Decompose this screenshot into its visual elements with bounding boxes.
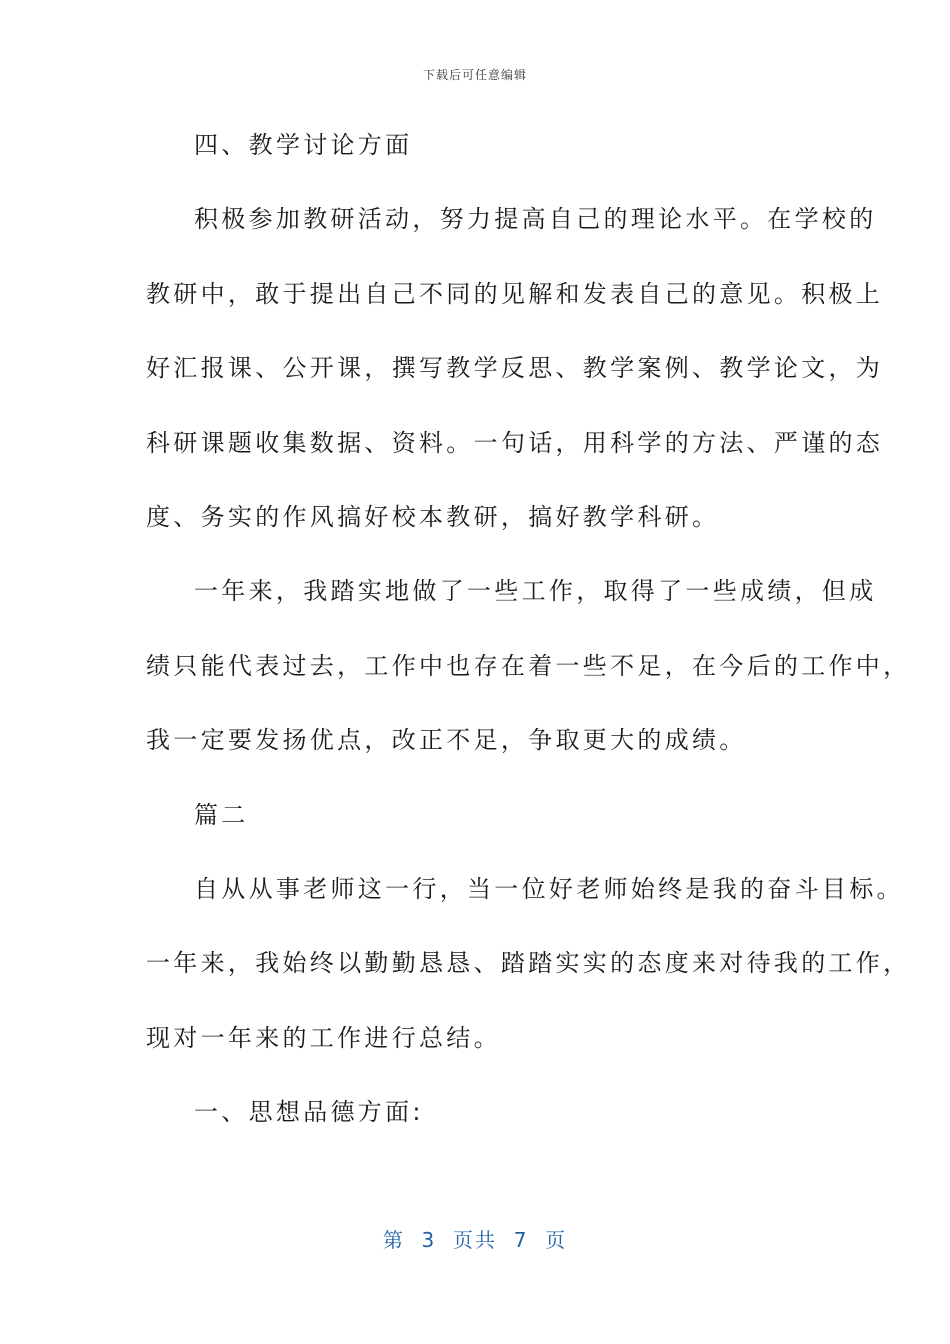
- paragraph-line: 教研中，敢于提出自己不同的见解和发表自己的意见。积极上: [146, 279, 884, 308]
- paragraph-line: 积极参加教研活动，努力提高自己的理论水平。在学校的: [194, 205, 877, 234]
- document-body: [146, 122, 911, 1163]
- section-heading: 篇二: [194, 800, 249, 829]
- header-note: 下载后可任意编辑: [422, 68, 527, 82]
- paragraph-line: 好汇报课、公开课，撰写教学反思、教学案例、教学论文，为: [146, 354, 884, 383]
- paragraph-line: 度、务实的作风搞好校本教研，搞好教学科研。: [146, 502, 720, 531]
- paragraph-line: 自从从事老师这一行，当一位好老师始终是我的奋斗目标。: [194, 874, 904, 903]
- paragraph-line: 现对一年来的工作进行总结。: [146, 1023, 501, 1052]
- paragraph-line: 一年来，我始终以勤勤恳恳、踏踏实实的态度来对待我的工作，: [146, 949, 911, 978]
- section-heading: 四、教学讨论方面: [194, 131, 413, 159]
- section-heading: 一、思想品德方面:: [194, 1098, 424, 1127]
- paragraph-line: 一年来，我踏实地做了一些工作，取得了一些成绩，但成: [194, 577, 877, 606]
- paragraph-line: 绩只能代表过去，工作中也存在着一些不足，在今后的工作中，: [146, 651, 911, 680]
- paragraph-line: 科研课题收集数据、资料。一句话，用科学的方法、严谨的态: [146, 428, 884, 457]
- page-number: 第 3 页共 7 页: [382, 1228, 568, 1252]
- paragraph-line: 我一定要发扬优点，改正不足，争取更大的成绩。: [146, 726, 747, 755]
